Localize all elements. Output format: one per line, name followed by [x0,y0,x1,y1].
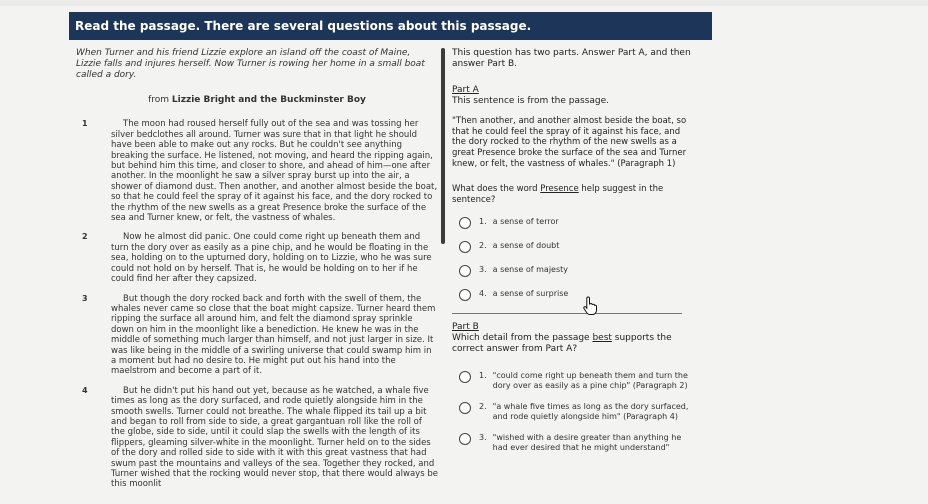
paragraph-text: The moon had roused herself fully out of the sea and was tossing her silver bedclothes all around. Turner was sure that in that light he should have been able to make out any rocks. But he couldn't see anything breaking the surface. He listened, not moving, and heard the ripping again, but behind him this time, and closer to shore, and ahead of him—one after another. In the moonlight he saw a silver spray burst up into the air, a shower of diamond dust. Then another, and another almost beside the boat, so that he could feel the spray of it against his face, and the dory rocked to the rhythm of the new swells as a great Presence broke the surface of the sea and Turner knew, or felt, the vastness of whales. [111,119,438,224]
radio-button[interactable] [459,217,471,229]
question-text: supports the correct answer from Part A? [452,333,672,355]
part-b-choice-1[interactable] [459,371,692,390]
choice-number: 1. [479,371,487,381]
part-a-quote: "Then another, and another almost beside the boat, so that he could feel the spray of it against his face, and the dory rocked to the rhythm of the new swells as a great Presence broke the surface of the sea and Turner knew, or felt, the vastness of whales." (Paragraph 1) [452,115,687,169]
part-b-label: Part B [452,322,479,333]
paragraph-number: 3 [82,293,88,303]
choice-text: a sense of terror [492,217,559,227]
passage-paragraph-3 [76,294,438,377]
part-a [452,85,692,301]
part-a-choice-2[interactable] [459,241,692,253]
radio-button[interactable] [459,241,471,253]
highlighted-word: best [592,333,612,344]
passage-scrollbar[interactable] [441,48,445,244]
radio-button[interactable] [459,371,471,383]
part-a-stem: This sentence is from the passage. [452,95,610,106]
part-a-choice-4[interactable] [459,289,692,301]
passage-intro: When Turner and his friend Lizzie explore an island off the coast of Maine, Lizzie falls and injures herself. Now Turner is rowing her home in a small boat called a dory. [76,48,425,80]
part-b-choice-3[interactable] [459,433,692,452]
choice-number: 1. [479,217,487,227]
paragraph-number: 2 [82,232,88,242]
paragraph-text: But though the dory rocked back and forth with the swell of them, the whales never came so close that the boat might capsize. Turner heard them ripping the surface all around him, and felt the diamond spray sprinkle down on him in the moonlight like a benediction. He knew he was in the middle of something much larger than himself, and not just larger in size. It was like being in the middle of a swirling universe that could swamp him in a moment but had no desire to. He might put out his hand into the maelstrom and become a part of it. [111,293,436,377]
choice-text: a sense of majesty [492,265,569,275]
question-instructions: This question has two parts. Answer Part A, and then answer Part B. [452,48,691,69]
choice-text: a sense of surprise [492,289,569,299]
hand-cursor-icon [583,296,597,316]
source-title: Lizzie Bright and the Buckminster Boy [171,95,366,105]
question-text: What does the word [452,183,541,194]
paragraph-number: 1 [82,119,88,129]
part-divider [452,313,682,314]
choice-number: 2. [479,241,487,251]
part-b [452,322,692,452]
choice-number: 3. [479,265,487,275]
choice-text: "a whale five times as long as the dory surfaced, and rode quietly alongside him" (Paragraph 4) [492,402,689,421]
choice-text: a sense of doubt [492,241,560,251]
page-header [69,12,712,40]
choice-number: 3. [479,433,487,443]
part-a-choice-1[interactable] [459,217,692,229]
radio-button[interactable] [459,265,471,277]
part-a-label: Part A [452,85,479,95]
question-text: help suggest in the sentence? [452,183,664,205]
passage-pane[interactable] [76,48,438,504]
passage-paragraph-1 [76,119,438,223]
choice-text: "could come right up beneath them and turn the dory over as easily as a pine chip" (Paragraph 2) [492,371,688,390]
top-border [0,0,928,6]
highlighted-word: Presence [540,183,579,194]
passage-paragraph-2 [76,232,438,284]
paragraph-number: 4 [82,385,88,395]
paragraph-text: Now he almost did panic. One could come right up beneath them and turn the dory over as easily as a pine chip, and he would be floating in the sea, holding on to the upturned dory, holding on to Lizzie, who he was sure could not hold on by herself. That is, he would be holding on to her if he could find her after they capsized. [111,232,432,285]
choice-number: 2. [479,402,487,412]
radio-button[interactable] [459,402,471,414]
question-pane[interactable] [452,48,692,504]
paragraph-text: But he didn't put his hand out yet, because as he watched, a whale five times as long as the dory surfaced, and rode quietly alongside him in the smooth swells. Turner could not breathe. The whale flipped its tail up a bit and began to roll from side to side, a great gargantuan roll like the roll of the globe, side to side, until it could slap the swells with the length of its flippers, gleaming silver-white in the moonlight. Turner held on to the sides of the dory and rolled side to side with it with this great vastness that had swum past the mountains and valleys of the sea. Together they rocked, and Turner wished that the rocking would never stop, that there would always be this moonlit [111,385,438,490]
part-a-question [452,184,692,206]
header-title: Read the passage. There are several questions about this passage. [75,19,532,33]
part-b-stem [452,333,692,355]
source-prefix: from [148,95,170,105]
question-text: Which detail from the passage [452,333,593,344]
radio-button[interactable] [459,433,471,445]
part-b-choice-2[interactable] [459,402,692,421]
passage-source [76,95,438,105]
radio-button[interactable] [459,289,471,301]
choice-text: "wished with a desire greater than anything he had ever desired that he might understand" [492,433,682,452]
choice-number: 4. [479,289,487,299]
passage-paragraph-4 [76,386,438,490]
part-a-choice-3[interactable] [459,265,692,277]
